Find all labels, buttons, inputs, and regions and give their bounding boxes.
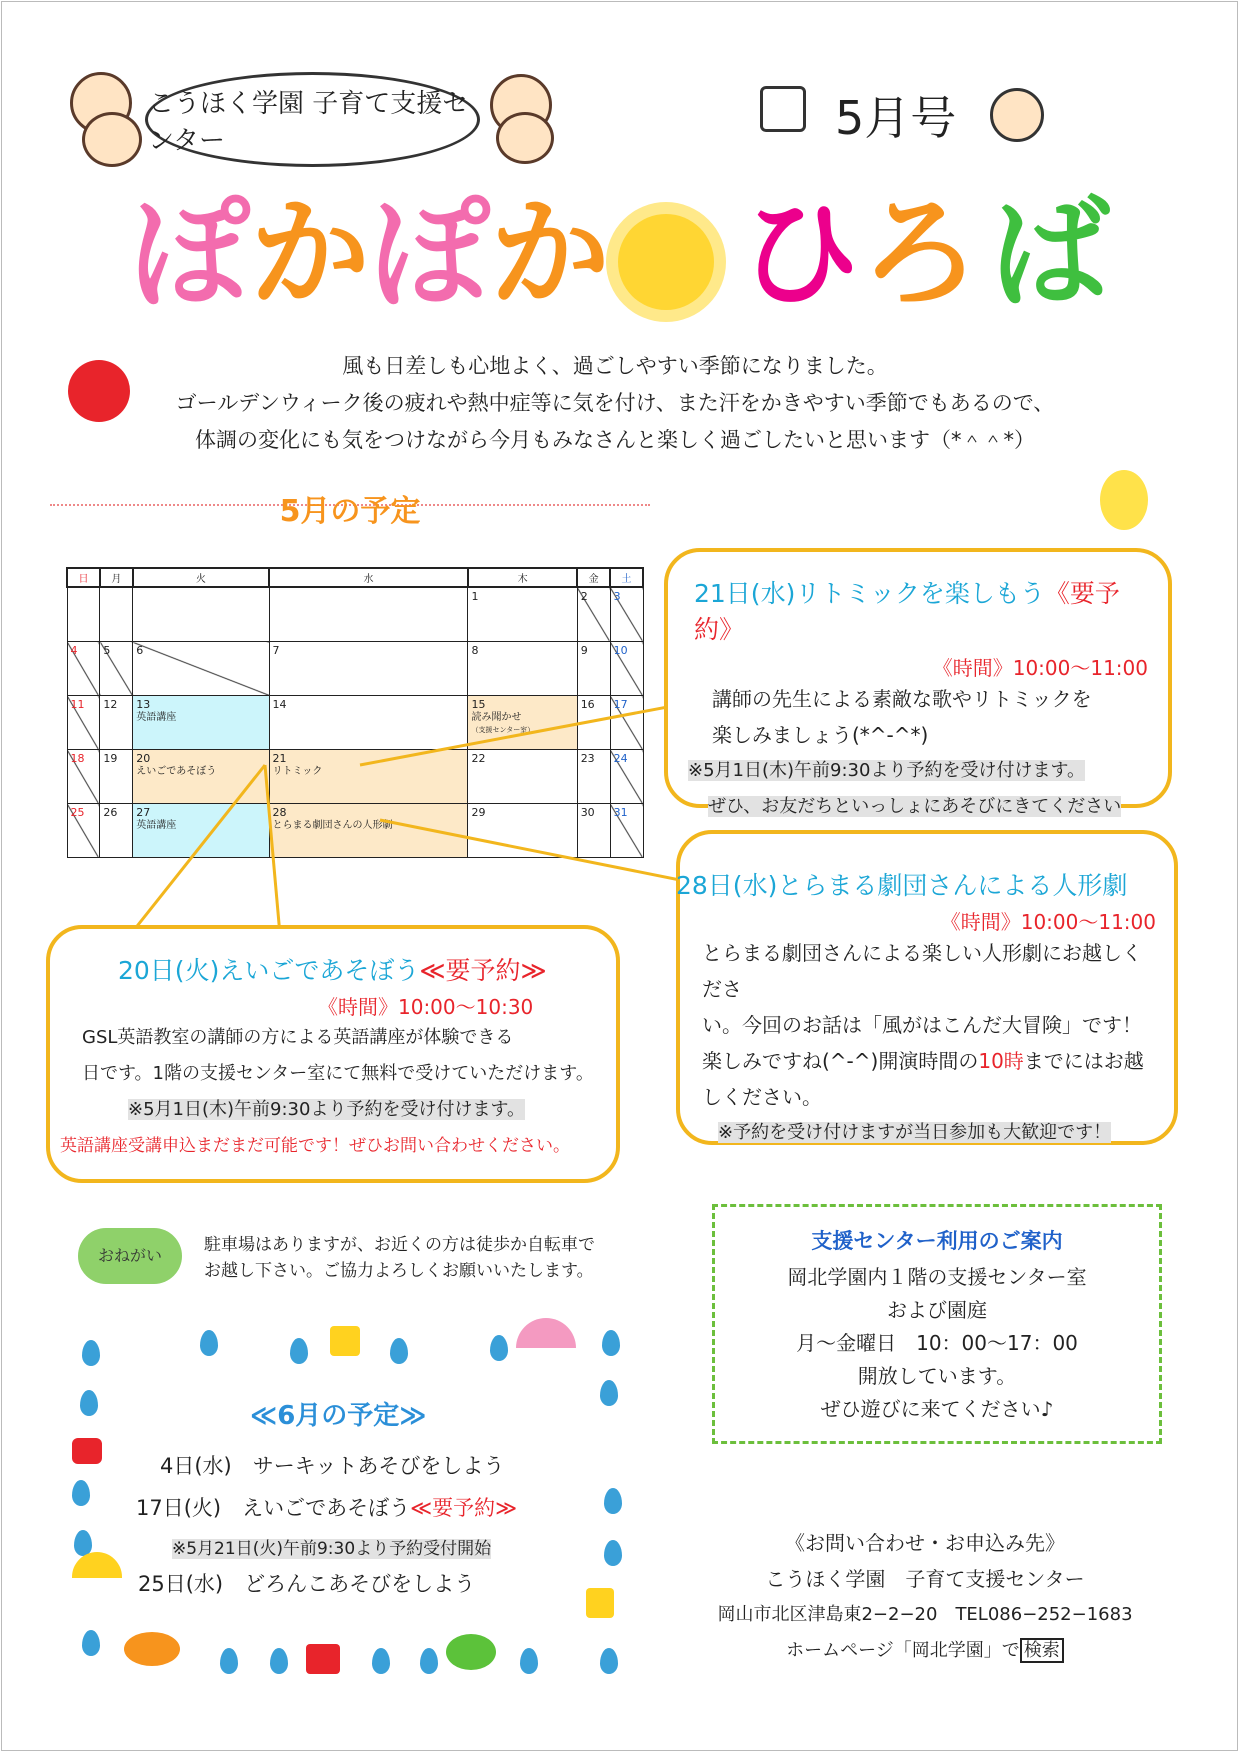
info-line: 開放しています。 <box>857 1364 1017 1388</box>
event-20-note-text: ※5月1日(木)午前9:30より予約を受け付けます。 <box>128 1099 526 1120</box>
calendar-day-number: 25 <box>70 806 85 819</box>
contact-web-prefix: ホームページ「岡北学園」で <box>786 1640 1020 1661</box>
calendar-day-number: 18 <box>70 752 85 765</box>
calendar-day-number: 10 <box>613 644 628 657</box>
calendar-day-number: 8 <box>471 644 479 657</box>
june-item-text: サーキットあそびをしよう <box>252 1454 505 1478</box>
event-28-time: 《時間》10:00～11:00 <box>940 910 1156 934</box>
contact-block <box>660 1525 1190 1669</box>
calendar-day-number: 4 <box>70 644 78 657</box>
calendar-day-number: 14 <box>272 698 287 711</box>
raindrop-icon <box>270 1648 288 1674</box>
onegai-badge <box>78 1228 182 1284</box>
raindrop-icon <box>220 1648 238 1674</box>
calendar-event: とらまる劇団さんの人形劇 <box>272 820 393 831</box>
raindrop-icon <box>520 1648 538 1674</box>
calendar-event-sub: （支援センター室） <box>471 726 535 734</box>
issue-label: 5月号 <box>835 91 957 145</box>
event-28-start-time: 10時 <box>978 1049 1024 1073</box>
event-28-note-text: ※予約を受け付けますが当日参加も大歓迎です！ <box>718 1122 1112 1143</box>
event-28-note <box>702 1115 1156 1151</box>
frog-icon <box>446 1634 496 1670</box>
callout-line-20a <box>130 765 265 935</box>
event-21-title <box>694 574 1148 646</box>
info-box <box>712 1204 1162 1444</box>
title-char: か <box>250 185 370 324</box>
event-21-title-text: 21日(水)リトミックを楽しもう <box>694 579 1045 608</box>
june-item <box>160 1450 504 1480</box>
raindrop-icon <box>80 1390 98 1416</box>
event-21-box <box>664 548 1172 817</box>
raindrop-icon <box>604 1540 622 1566</box>
info-title: 支援センター利用のご案内 <box>811 1229 1063 1253</box>
contact-web <box>660 1633 1190 1669</box>
weekday-header: 日 <box>67 568 100 587</box>
calendar-day-number: 7 <box>272 644 280 657</box>
calendar-event: 英語講座 <box>136 712 177 723</box>
callout-line-28 <box>380 820 690 940</box>
calendar-day-number: 30 <box>580 806 595 819</box>
event-21-note <box>688 753 1148 789</box>
calendar-event: 読み聞かせ <box>471 712 522 723</box>
raindrop-icon <box>604 1488 622 1514</box>
calendar-day-number: 1 <box>471 590 479 603</box>
event-21-time: 《時間》10:00～11:00 <box>932 656 1148 680</box>
june-item <box>136 1492 517 1522</box>
event-28-body-line: とらまる劇団さんによる楽しい人形劇にお越しくださ <box>702 941 1142 1001</box>
calendar-day-number: 17 <box>613 698 628 711</box>
calendar-day-number: 20 <box>136 752 151 765</box>
event-21-body-line: 楽しみましょう(*^-^*) <box>712 723 929 747</box>
raindrop-icon <box>600 1648 618 1674</box>
calendar-event: えいごであそぼう <box>136 766 217 777</box>
info-line: 月～金曜日 10：00～17：00 <box>796 1331 1078 1355</box>
calendar-day-number: 3 <box>613 590 621 603</box>
raindrop-icon <box>82 1340 100 1366</box>
title-char: ひ <box>740 185 860 324</box>
event-28-body3c: までにはお越 <box>1023 1049 1144 1073</box>
event-21-note2-text: ぜひ、お友だちといっしょにあそびにきてください <box>708 796 1121 853</box>
june-item-date: 4日(水) <box>160 1454 232 1478</box>
weekday-header: 水 <box>269 568 468 587</box>
june-item <box>138 1568 475 1598</box>
june-item-date: 25日(水) <box>138 1572 224 1596</box>
raindrop-icon <box>200 1330 218 1356</box>
calendar-day-number: 22 <box>471 752 486 765</box>
june-item-text: どろんこあそびをしよう <box>244 1572 476 1596</box>
calendar-day-number: 26 <box>103 806 118 819</box>
yellow-boot-icon <box>586 1588 614 1618</box>
weekday-header: 木 <box>468 568 577 587</box>
raindrop-icon <box>600 1380 618 1406</box>
info-line: および園庭 <box>887 1298 987 1322</box>
calendar-day-number: 21 <box>272 752 287 765</box>
calendar-day-number: 15 <box>471 698 486 711</box>
calendar-day-number: 31 <box>613 806 628 819</box>
calendar-day-number: 19 <box>103 752 118 765</box>
event-20-note <box>68 1092 606 1128</box>
event-21-note-text: ※5月1日(木)午前9:30より予約を受け付けます。 <box>688 760 1086 781</box>
contact-org: こうほく学園 子育て支援センター <box>765 1567 1085 1591</box>
event-28-box <box>676 830 1178 1145</box>
raindrop-icon <box>290 1338 308 1364</box>
weekday-header: 月 <box>100 568 133 587</box>
june-item-text: えいごであそぼう <box>242 1496 411 1520</box>
intro-line: ゴールデンウィーク後の疲れや熱中症等に気を付け、また汗をかきやすい季節でもあるので、 <box>175 391 1055 415</box>
event-28-body-line: い。今回のお話は「風がはこんだ大冒険」です！ <box>702 1013 1142 1037</box>
parking-line: 駐車場はありますが、お近くの方は徒歩か自転車で <box>204 1235 595 1255</box>
event-20-footer: 英語講座受講申込まだまだ可能です！ぜひお問い合わせください。 <box>60 1136 570 1156</box>
raindrop-icon <box>72 1480 90 1506</box>
june-note-text: ※5月21日(火)午前9:30より予約受付開始 <box>172 1539 492 1559</box>
info-line: ぜひ遊びに来てください♪ <box>820 1397 1054 1421</box>
boot-icon <box>330 1326 360 1356</box>
raindrop-icon <box>420 1648 438 1674</box>
calendar-day-number: 6 <box>136 644 144 657</box>
event-20-time: 《時間》10:00～10:30 <box>318 995 534 1019</box>
schedule-banner-text: 5月の予定 <box>279 494 421 529</box>
event-20-title <box>68 951 606 987</box>
calendar-day-number: 27 <box>136 806 151 819</box>
june-item-date: 17日(火) <box>136 1496 222 1520</box>
calendar-event: リトミック <box>272 766 323 777</box>
event-21-reserve: 《要予約》 <box>694 579 1120 644</box>
title-char: ば <box>990 185 1110 324</box>
callout-line-20b <box>265 765 280 935</box>
event-20-reserve: ≪要予約≫ <box>419 956 547 985</box>
title-char: ろ <box>860 185 980 324</box>
parking-notice <box>204 1232 654 1284</box>
title-char: か <box>490 185 610 324</box>
snail-icon <box>124 1632 180 1666</box>
event-21-body-line: 講師の先生による素敵な歌やリトミックを <box>712 687 1092 711</box>
june-item-reserve: ≪要予約≫ <box>410 1496 518 1520</box>
raindrop-icon <box>490 1335 508 1361</box>
calendar-event: 英語講座 <box>136 820 177 831</box>
event-28-body-line: しください。 <box>702 1085 822 1109</box>
search-button[interactable]: 検索 <box>1020 1638 1064 1663</box>
calendar-day-number: 11 <box>70 698 85 711</box>
event-28-body-line <box>702 1043 1156 1079</box>
org-logo-badge: こうほく学園 子育て支援センター <box>145 72 480 167</box>
calendar-day-number: 28 <box>272 806 287 819</box>
weekday-header: 金 <box>577 568 610 587</box>
raindrop-icon <box>372 1648 390 1674</box>
title-char: ぽ <box>370 185 490 324</box>
event-28-body3a: 楽しみですね(^-^)開演時間の <box>702 1049 979 1073</box>
intro-line: 体調の変化にも気をつけながら今月もみなさんと楽しく過ごしたいと思います（*＾＾*） <box>195 428 1035 452</box>
event-20-body-line: 日です。1階の支援センター室にて無料で受けていただけます。 <box>82 1063 594 1084</box>
raindrop-icon <box>602 1330 620 1356</box>
june-title: ≪6月の予定≫ <box>250 1401 427 1431</box>
onegai-badge-text: おねがい <box>97 1246 162 1265</box>
event-28-title: 28日(水)とらまる劇団さんによる人形劇 <box>676 871 1128 900</box>
raindrop-icon <box>390 1338 408 1364</box>
contact-heading: 《お問い合わせ・お申込み先》 <box>785 1531 1065 1555</box>
calendar-day-number: 29 <box>471 806 486 819</box>
calendar-day-number: 13 <box>136 698 151 711</box>
event-20-body-line: GSL英語教室の講師の方による英語講座が体験できる <box>82 1027 514 1048</box>
calendar-day-number: 24 <box>613 752 628 765</box>
june-note <box>172 1534 491 1559</box>
raindrop-icon <box>82 1630 100 1656</box>
heart-icon <box>72 1438 102 1464</box>
contact-address: 岡山市北区津島東2−2−20 TEL086−252−1683 <box>717 1604 1133 1625</box>
info-line: 岡北学園内１階の支援センター室 <box>787 1265 1087 1289</box>
red-boot-icon <box>306 1644 340 1674</box>
calendar-day-number: 12 <box>103 698 118 711</box>
title-char: ぽ <box>130 185 250 324</box>
calendar-day-number: 2 <box>580 590 588 603</box>
callout-line-21 <box>360 705 678 765</box>
calendar-day-number: 9 <box>580 644 588 657</box>
weekday-header: 火 <box>133 568 269 587</box>
event-20-box <box>46 925 620 1183</box>
calendar-day-number: 23 <box>580 752 595 765</box>
calendar-day-number: 5 <box>103 644 111 657</box>
calendar-day-number: 16 <box>580 698 595 711</box>
intro-line: 風も日差しも心地よく、過ごしやすい季節になりました。 <box>342 354 888 378</box>
event-20-title-text: 20日(火)えいごであそぼう <box>118 956 420 985</box>
weekday-header: 土 <box>610 568 643 587</box>
parking-line: お越し下さい。ご協力よろしくお願いいたします。 <box>204 1261 594 1281</box>
